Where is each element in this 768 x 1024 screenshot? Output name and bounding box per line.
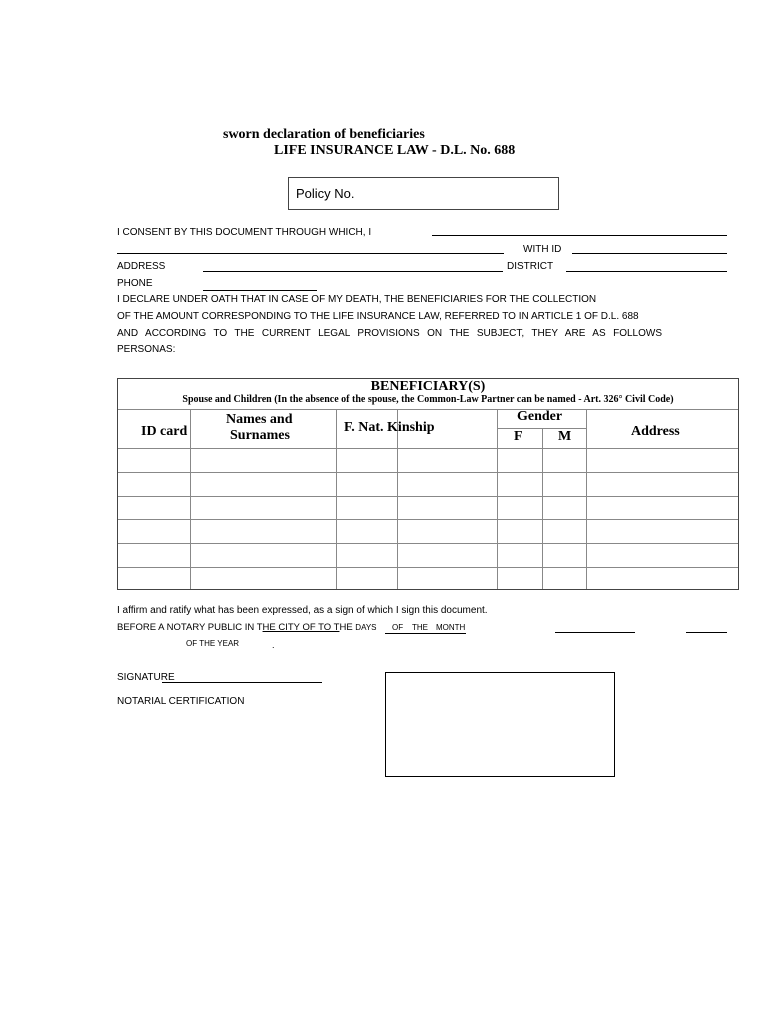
notary-text-b: HE CITY OF TO T	[262, 622, 340, 633]
beneficiaries-title: BENEFICIARY(S)	[370, 379, 486, 394]
table-row-line	[118, 543, 738, 544]
with-id-label: WITH ID	[523, 244, 562, 255]
table-col-line	[190, 409, 191, 589]
col-header-id-card: ID card	[141, 424, 188, 439]
days-line[interactable]	[385, 633, 466, 634]
table-col-line	[497, 409, 498, 589]
beneficiaries-subtitle: Spouse and Children (In the absence of the spouse, the Common-Law Partner can be named - Art. 326° Civil Code)	[182, 394, 674, 405]
beneficiaries-table	[117, 378, 739, 590]
affirm-text: I affirm and ratify what has been expressed, as a sign of which I sign this document.	[117, 605, 488, 616]
table-col-line	[542, 428, 543, 589]
policy-number-field[interactable]	[288, 177, 559, 210]
declaration-line-1: I DECLARE UNDER OATH THAT IN CASE OF MY DEATH, THE BENEFICIARIES FOR THE COLLECTION	[117, 294, 597, 305]
signature-line[interactable]	[162, 682, 322, 683]
col-header-names-1: Names and	[226, 412, 293, 427]
id-number-line[interactable]	[572, 253, 727, 254]
col-header-gender: Gender	[517, 409, 563, 424]
notarial-certification-label: NOTARIAL CERTIFICATION	[117, 696, 245, 707]
of-the-year-label: OF THE YEAR	[186, 639, 240, 648]
phone-label: PHONE	[117, 278, 153, 289]
declaration-line-4: PERSONAS:	[117, 344, 176, 355]
signature-label-b: RE	[160, 672, 175, 683]
table-row-line	[118, 567, 738, 568]
month-line[interactable]	[555, 632, 635, 633]
col-header-fnat-kinship: F. Nat. Kinship	[344, 420, 435, 435]
of-label: OF	[392, 623, 404, 632]
table-divider	[118, 409, 738, 410]
consent-text: I CONSENT BY THIS DOCUMENT THROUGH WHICH, I	[117, 227, 372, 238]
month-label: MONTH	[436, 623, 466, 632]
table-row-line	[118, 496, 738, 497]
table-row-line	[118, 519, 738, 520]
table-col-line	[586, 409, 587, 589]
table-col-line	[397, 409, 398, 589]
signature-label-a: SIGNATU	[117, 672, 161, 683]
the-label: THE	[412, 623, 428, 632]
notarial-certification-box[interactable]	[385, 672, 615, 777]
declaration-line-3: AND ACCORDING TO THE CURRENT LEGAL PROVISIONS ON THE SUBJECT, THEY ARE AS FOLLOWS	[117, 328, 662, 339]
notary-text-a: BEFORE A NOTARY PUBLIC IN T	[117, 622, 263, 633]
declarant-name-line-2[interactable]	[117, 253, 504, 254]
col-header-male: M	[558, 429, 572, 444]
col-header-names-2: Surnames	[230, 428, 290, 443]
table-col-line	[336, 409, 337, 589]
notary-text	[117, 622, 377, 634]
table-row-line	[118, 472, 738, 473]
declaration-line-2: OF THE AMOUNT CORRESPONDING TO THE LIFE INSURANCE LAW, REFERRED TO IN ARTICLE 1 OF D.L. 688	[117, 311, 639, 322]
document-title: sworn declaration of beneficiaries	[223, 127, 425, 142]
year-line[interactable]	[686, 632, 727, 633]
address-label: ADDRESS	[117, 261, 166, 272]
days-label: DAYS	[355, 623, 377, 632]
table-row-line	[118, 448, 738, 449]
col-header-address: Address	[631, 424, 680, 439]
col-header-female: F	[514, 429, 523, 444]
policy-number-label: Policy No.	[296, 186, 355, 201]
address-line[interactable]	[203, 271, 503, 272]
declarant-name-line[interactable]	[432, 235, 727, 236]
district-label: DISTRICT	[507, 261, 554, 272]
district-line[interactable]	[566, 271, 727, 272]
period-mark: .	[272, 640, 275, 650]
document-subtitle: LIFE INSURANCE LAW - D.L. No. 688	[274, 143, 516, 158]
phone-line[interactable]	[203, 290, 317, 291]
notary-text-c: HE	[339, 622, 353, 633]
